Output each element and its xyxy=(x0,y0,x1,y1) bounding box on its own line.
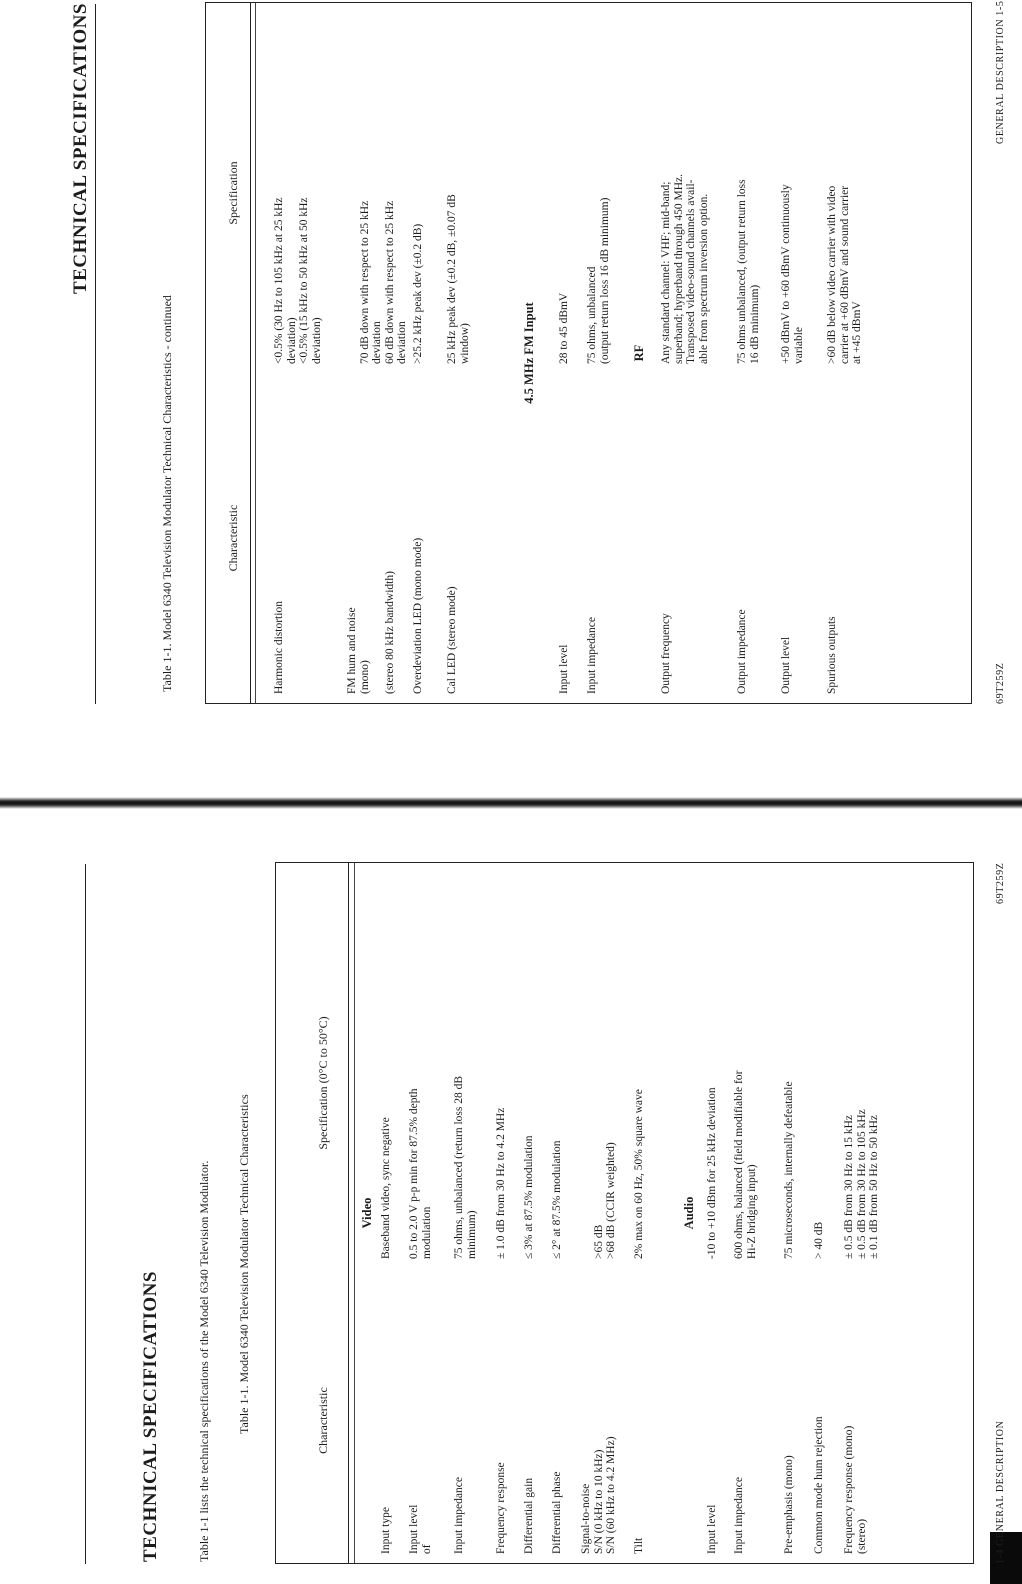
header-rule xyxy=(250,3,251,703)
specification-cell: 75 microseconds, internally defeatable xyxy=(783,1081,795,1259)
characteristic-cell: Overdeviation LED (mono mode) xyxy=(412,537,424,694)
specification-cell: ± 1.0 dB from 30 Hz to 4.2 MHz xyxy=(495,1107,507,1259)
characteristic-cell: Signal-to-noise S/N (0 kHz to 10 kHz) S/N (60 kHz to 4.2 MHz) xyxy=(580,1436,617,1554)
characteristic-cell: Pre-emphasis (mono) xyxy=(783,1455,795,1554)
specification-cell: 0.5 to 2.0 V p-p min for 87.5% depth modulation xyxy=(408,1088,433,1259)
header-rule xyxy=(348,863,349,1563)
footer-doc-code: 69T259Z xyxy=(995,862,1006,904)
specification-cell: 28 to 45 dBmV xyxy=(558,292,570,364)
specification-cell: ≤ 3% at 87.5% modulation xyxy=(523,1135,535,1259)
specification-cell: 75 ohms unbalanced, (output return loss 16 dB minimum) xyxy=(736,179,761,364)
page-1-5 xyxy=(0,0,1022,704)
footer-page-label: GENERAL DESCRIPTION 1-5 xyxy=(995,0,1006,144)
specification-cell: +50 dBmV to +60 dBmV continuously variable xyxy=(780,184,805,364)
characteristic-cell: Frequency response (mono) (stereo) xyxy=(843,1425,868,1554)
column-header-specification: Specification (0°C to 50°C) xyxy=(316,1016,330,1150)
top-rule xyxy=(95,4,96,704)
page-heading: TECHNICAL SPECIFICATIONS xyxy=(140,1271,161,1562)
characteristic-cell: Spurious outputs xyxy=(826,616,838,694)
characteristic-cell: Cal LED (stereo mode) xyxy=(446,586,458,694)
specification-cell: ± 0.5 dB from 30 Hz to 15 kHz ± 0.5 dB from 30 Hz to 105 kHz ± 0.1 dB from 50 Hz to 50 kHz xyxy=(843,1109,880,1259)
specification-cell: 2% max on 60 Hz, 50% square wave xyxy=(633,1089,645,1259)
specification-cell: 70 dB down with respect to 25 kHz deviation 60 dB down with respect to 25 kHz deviation xyxy=(358,200,408,364)
characteristic-cell: Input level xyxy=(706,1504,718,1554)
column-header-characteristic: Characteristic xyxy=(316,1387,330,1454)
characteristic-cell: Input level of xyxy=(408,1504,433,1554)
characteristic-cell: Input impedance xyxy=(453,1477,465,1554)
page-heading: TECHNICAL SPECIFICATIONS xyxy=(70,3,91,294)
specification-cell: Any standard channel: VHF; mid-band; superband; hyperband through 450 MHz. Transposed video-sound channels avail- able from spectrum inversion option. xyxy=(660,173,710,364)
specification-cell: 75 ohms, unbalanced (output return loss 16 dB minimum) xyxy=(586,197,611,364)
specification-cell: <0.5% (30 Hz to 105 kHz at 25 kHz deviation) <0.5% (15 kHz to 50 kHz at 50 kHz deviation) xyxy=(273,197,323,364)
characteristic-cell: Differential gain xyxy=(523,1477,535,1554)
intro-paragraph: Table 1-1 lists the technical specifications of the Model 6340 Television Modulator. xyxy=(197,1160,211,1562)
table-caption: Table 1-1. Model 6340 Television Modulator Technical Characteristics - continued xyxy=(160,295,174,692)
characteristic-cell: Input type xyxy=(380,1507,392,1554)
specification-cell: Baseband video, sync negative xyxy=(380,1117,392,1259)
header-rule-2 xyxy=(255,3,256,703)
characteristic-cell: Output impedance xyxy=(736,609,748,694)
specification-cell: ≤ 2° at 87.5% modulation xyxy=(551,1140,563,1259)
binding-gutter xyxy=(0,794,1022,814)
characteristic-cell: Output level xyxy=(780,636,792,694)
specification-cell: 75 ohms, unbalanced (return loss 28 dB minimum) xyxy=(453,1075,478,1259)
page-1-4 xyxy=(0,824,1022,1584)
characteristic-cell: Output frequency xyxy=(660,613,672,694)
characteristic-cell: Harmonic distortion xyxy=(273,601,285,694)
section-fm-input: 4.5 MHz FM Input xyxy=(522,302,536,404)
specification-cell: > 40 dB xyxy=(813,1221,825,1259)
characteristic-cell: Tilt xyxy=(633,1537,645,1554)
characteristic-cell: Input impedance xyxy=(586,617,598,694)
header-rule-2 xyxy=(354,863,355,1563)
specification-cell: 600 ohms, balanced (field modifiable for Hi-Z bridging input) xyxy=(733,1070,758,1259)
specification-cell: >25.2 kHz peak dev (±0.2 dB) xyxy=(412,223,424,364)
specification-cell: -10 to +10 dBm for 25 kHz deviation xyxy=(706,1087,718,1259)
specification-cell: >65 dB >68 dB (CCIR weighted) xyxy=(592,1142,617,1259)
characteristic-cell: Differential phase xyxy=(551,1471,563,1554)
characteristic-cell: FM hum and noise (mono) (stereo 80 kHz bandwidth) xyxy=(346,571,396,694)
footer-page-label: 1-4 GENERAL DESCRIPTION xyxy=(995,1420,1006,1564)
characteristic-cell: Common mode hum rejection xyxy=(813,1416,825,1554)
characteristic-cell: Input level xyxy=(558,644,570,694)
characteristic-cell: Frequency response xyxy=(495,1462,507,1554)
column-header-specification: Specification xyxy=(226,161,240,225)
table-caption: Table 1-1. Model 6340 Television Modulator Technical Characteristics xyxy=(237,1094,251,1434)
specification-cell: >60 dB below video carrier with video carrier at +60 dBmV and sound carrier at +45 dBmV xyxy=(826,185,863,364)
top-rule xyxy=(85,864,86,1564)
column-header-characteristic: Characteristic xyxy=(226,504,240,572)
characteristic-cell: Input impedance xyxy=(733,1477,745,1554)
section-rf: RF xyxy=(632,344,646,362)
section-audio: Audio xyxy=(682,1196,696,1230)
specification-cell: 25 kHz peak dev (±0.2 dB, ±0.07 dB window) xyxy=(446,194,471,364)
section-video: Video xyxy=(360,1197,374,1229)
footer-doc-code: 69T259Z xyxy=(995,662,1006,704)
